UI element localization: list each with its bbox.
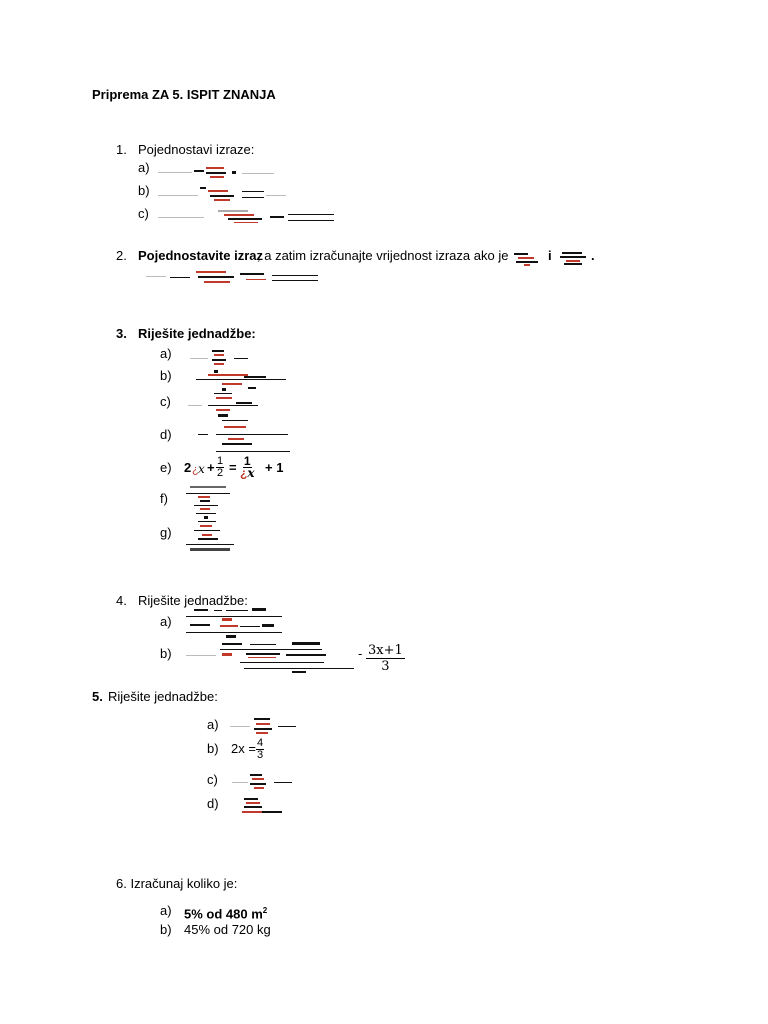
q3e-x: x bbox=[198, 462, 205, 476]
q5-item-a-label: a) bbox=[207, 717, 219, 732]
q5-text: Riješite jednadžbe: bbox=[108, 689, 218, 704]
q4b-fraction bbox=[366, 643, 405, 674]
q3-item-c-label: c) bbox=[160, 394, 171, 409]
q5-item-d-label: d) bbox=[207, 796, 219, 811]
garbled-equation-5a bbox=[230, 716, 300, 736]
q6-item-b-label: b) bbox=[160, 922, 172, 937]
q4-number: 4. bbox=[116, 593, 127, 608]
q6-item-a-value: 5% od 480 m bbox=[184, 906, 263, 922]
q3e-half-fraction bbox=[216, 456, 224, 479]
q5b-fraction bbox=[256, 738, 264, 761]
q3e-tail: + 1 bbox=[265, 460, 284, 475]
garbled-equation-3g bbox=[186, 516, 236, 552]
q5b-lead: 2x = bbox=[231, 741, 256, 756]
q1-item-c-label: c) bbox=[138, 206, 149, 221]
q5-number: 5. bbox=[92, 689, 103, 704]
garbled-equation-3a bbox=[190, 348, 254, 366]
q1-text: Pojednostavi izraze: bbox=[138, 142, 255, 157]
q3-item-e-label: e) bbox=[160, 460, 172, 475]
q6-item-a-superscript: 2 bbox=[262, 906, 268, 915]
q5-item-c-label: c) bbox=[207, 772, 218, 787]
q2-dot: . bbox=[591, 248, 595, 263]
q1-item-b-label: b) bbox=[138, 183, 150, 198]
garbled-expression-2 bbox=[146, 268, 322, 286]
q3e-right-numerator: 1 bbox=[243, 454, 251, 468]
garbled-equation-3f bbox=[186, 484, 234, 518]
garbled-value-b bbox=[560, 250, 588, 266]
q3-item-g-label: g) bbox=[160, 525, 172, 540]
q3-item-a-label: a) bbox=[160, 346, 172, 361]
garbled-equation-4b bbox=[186, 640, 356, 674]
q6-item-b-text: 45% od 720 kg bbox=[184, 922, 271, 937]
garbled-equation-5c bbox=[232, 772, 296, 792]
q6-item-a-text bbox=[184, 903, 267, 922]
q4b-denominator: 3 bbox=[381, 659, 390, 674]
q3e-lead: 2 bbox=[184, 460, 192, 475]
q6-text: 6. Izračunaj koliko je: bbox=[116, 876, 238, 891]
q4b-minus: - bbox=[358, 646, 363, 661]
q4-item-a-label: a) bbox=[160, 614, 172, 629]
q3-number: 3. bbox=[116, 326, 127, 341]
q2-bold-text: Pojednostavite izraz bbox=[138, 248, 263, 263]
garbled-expression-1c bbox=[158, 208, 340, 226]
garbled-expression-1a bbox=[158, 164, 276, 180]
q3e-right-symbol: ¿ bbox=[240, 466, 248, 480]
q3-text: Riješite jednadžbe: bbox=[138, 326, 256, 341]
page-title: Priprema ZA 5. ISPIT ZNANJA bbox=[92, 87, 276, 102]
q5b-numerator: 4 bbox=[257, 737, 264, 749]
garbled-equation-3b bbox=[188, 370, 292, 390]
q5-item-b-label: b) bbox=[207, 741, 219, 756]
q6-item-a-label: a) bbox=[160, 903, 172, 918]
q2-text: , a zatim izračunajte vrijednost izraza ako je bbox=[257, 248, 509, 263]
q3e-right-x: x bbox=[247, 466, 255, 480]
q3-item-d-label: d) bbox=[160, 427, 172, 442]
q1-number: 1. bbox=[116, 142, 127, 157]
q3e-plus: + bbox=[207, 460, 215, 475]
q1-item-a-label: a) bbox=[138, 160, 150, 175]
q4-text: Riješite jednadžbe: bbox=[138, 593, 248, 608]
q3e-equals: = bbox=[229, 460, 237, 475]
garbled-value-a bbox=[514, 250, 544, 266]
q3e-symbol: ¿ bbox=[192, 464, 199, 476]
garbled-equation-3d bbox=[198, 418, 292, 454]
q3-item-f-label: f) bbox=[160, 491, 168, 506]
q4b-numerator: 3x+1 bbox=[368, 643, 403, 658]
q3e-half-numerator: 1 bbox=[217, 455, 224, 467]
q2-number: 2. bbox=[116, 248, 127, 263]
garbled-equation-5d bbox=[232, 796, 284, 816]
q3-item-b-label: b) bbox=[160, 368, 172, 383]
garbled-equation-3c bbox=[188, 388, 262, 418]
q3e-right-denominator bbox=[240, 468, 255, 479]
q3e-right-fraction bbox=[240, 456, 255, 479]
q4-item-b-label: b) bbox=[160, 646, 172, 661]
q3e-half-denominator: 2 bbox=[217, 467, 224, 479]
q2-and: i bbox=[548, 248, 552, 263]
garbled-expression-1b bbox=[158, 186, 288, 204]
q5b-denominator: 3 bbox=[257, 749, 264, 761]
garbled-equation-4a bbox=[186, 606, 286, 640]
